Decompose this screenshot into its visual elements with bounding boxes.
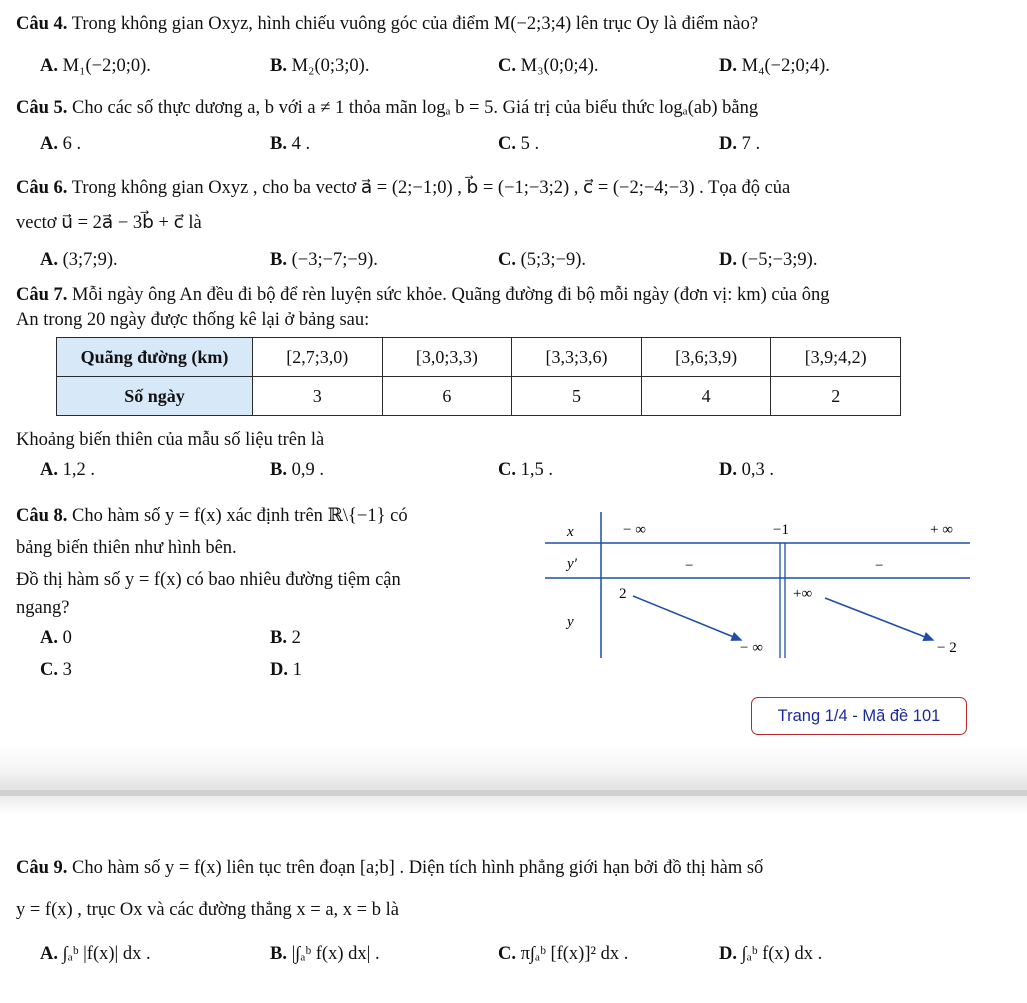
question-7-label: Câu 7. bbox=[16, 285, 68, 305]
q6-option-b[interactable]: B. (−3;−7;−9). bbox=[270, 250, 378, 270]
question-9-text-line2: y = f(x) , trục Ox và các đường thẳng x = a, x = b là bbox=[16, 900, 399, 920]
q9-option-a[interactable]: A. ∫ₐᵇ |f(x)| dx . bbox=[40, 944, 151, 964]
table-cell: 6 bbox=[382, 377, 512, 416]
question-9-label: Câu 9. bbox=[16, 858, 68, 878]
bbt-y-right-top: +∞ bbox=[793, 586, 813, 602]
bbt-arrow-decreasing bbox=[633, 596, 741, 640]
q9-option-b[interactable]: B. |∫ₐᵇ f(x) dx| . bbox=[270, 944, 380, 964]
q7-option-d[interactable]: D. 0,3 . bbox=[719, 460, 774, 480]
frequency-table bbox=[56, 337, 901, 416]
bbt-x-neg-inf: − ∞ bbox=[623, 522, 646, 538]
variation-table bbox=[545, 512, 975, 672]
q8-option-d[interactable]: D. 1 bbox=[270, 660, 302, 680]
table-cell: [3,9;4,2) bbox=[771, 338, 901, 377]
q9-option-c[interactable]: C. π∫ₐᵇ [f(x)]² dx . bbox=[498, 944, 629, 964]
question-6-text-line2: vectơ u⃗ = 2a⃗ − 3b⃗ + c⃗ là bbox=[16, 213, 202, 233]
table-cell: [3,3;3,6) bbox=[512, 338, 642, 377]
question-8-text-line3: Đồ thị hàm số y = f(x) có bao nhiêu đường tiệm cận bbox=[16, 570, 401, 590]
question-9 bbox=[16, 858, 763, 879]
table-cell: [3,6;3,9) bbox=[641, 338, 771, 377]
q6-option-d[interactable]: D. (−5;−3;9). bbox=[719, 250, 818, 270]
question-4-label: Câu 4. bbox=[16, 14, 68, 34]
question-8-text-line2: bảng biến thiên như hình bên. bbox=[16, 538, 237, 558]
q9-option-d[interactable]: D. ∫ₐᵇ f(x) dx . bbox=[719, 944, 823, 964]
table-header-distance: Quãng đường (km) bbox=[57, 338, 253, 377]
page-break-line bbox=[0, 790, 1027, 796]
table-cell: 2 bbox=[771, 377, 901, 416]
question-9-text: Cho hàm số y = f(x) liên tục trên đoạn [a;b] . Diện tích hình phẳng giới hạn bởi đồ thị hàm số bbox=[72, 858, 764, 878]
question-8-label: Câu 8. bbox=[16, 506, 68, 526]
page-break bbox=[0, 745, 1027, 815]
q4-option-b[interactable]: B. M₂(0;3;0). bbox=[270, 56, 370, 76]
q5-option-c[interactable]: C. 5 . bbox=[498, 134, 540, 154]
table-row bbox=[57, 338, 901, 377]
table-row bbox=[57, 377, 901, 416]
q4-option-d[interactable]: D. M₄(−2;0;4). bbox=[719, 56, 830, 76]
table-cell: 3 bbox=[253, 377, 383, 416]
question-6 bbox=[16, 177, 790, 199]
table-cell: 4 bbox=[641, 377, 771, 416]
question-5-text: Cho các số thực dương a, b với a ≠ 1 thỏa mãn logₐ b = 5. Giá trị của biểu thức logₐ(ab) bằng bbox=[72, 98, 759, 118]
page-footer-badge: Trang 1/4 - Mã đề 101 bbox=[751, 697, 967, 735]
table-header-days: Số ngày bbox=[57, 377, 253, 416]
question-8-text-line4: ngang? bbox=[16, 598, 70, 618]
q8-option-a[interactable]: A. 0 bbox=[40, 628, 72, 648]
bbt-sign-right: − bbox=[875, 558, 884, 574]
q4-option-c[interactable]: C. M₃(0;0;4). bbox=[498, 56, 599, 76]
bbt-x-label: x bbox=[567, 524, 574, 540]
bbt-y-right-bottom: − 2 bbox=[937, 640, 957, 656]
question-7-text: Mỗi ngày ông An đều đi bộ để rèn luyện sức khỏe. Quãng đường đi bộ mỗi ngày (đơn vị: km) của ông bbox=[72, 285, 830, 305]
q6-option-c[interactable]: C. (5;3;−9). bbox=[498, 250, 587, 270]
question-4-text: Trong không gian Oxyz, hình chiếu vuông góc của điểm M(−2;3;4) lên trục Oy là điểm nào? bbox=[71, 14, 759, 34]
question-8 bbox=[16, 505, 408, 527]
bbt-sign-left: − bbox=[685, 558, 694, 574]
bbt-x-pos-inf: + ∞ bbox=[930, 522, 953, 538]
bbt-arrow-decreasing bbox=[825, 598, 933, 640]
q6-option-a[interactable]: A. (3;7;9). bbox=[40, 250, 118, 270]
table-cell: [2,7;3,0) bbox=[253, 338, 383, 377]
bbt-x-mid: −1 bbox=[773, 522, 789, 538]
q5-option-b[interactable]: B. 4 . bbox=[270, 134, 311, 154]
q7-option-c[interactable]: C. 1,5 . bbox=[498, 460, 553, 480]
question-5-label: Câu 5. bbox=[16, 98, 68, 118]
q8-option-b[interactable]: B. 2 bbox=[270, 628, 301, 648]
table-cell: [3,0;3,3) bbox=[382, 338, 512, 377]
q7-option-a[interactable]: A. 1,2 . bbox=[40, 460, 95, 480]
question-6-text: Trong không gian Oxyz , cho ba vectơ a⃗ = (2;−1;0) , b⃗ = (−1;−3;2) , c⃗ = (−2;−4;−3) . Tọa độ của bbox=[71, 178, 791, 198]
table-cell: 5 bbox=[512, 377, 642, 416]
bbt-y-label: y bbox=[567, 614, 574, 630]
question-7-prompt: Khoảng biến thiên của mẫu số liệu trên là bbox=[16, 430, 325, 450]
bbt-y-left-bottom: − ∞ bbox=[740, 640, 763, 656]
question-6-label: Câu 6. bbox=[16, 178, 68, 198]
question-8-text-line1: Cho hàm số y = f(x) xác định trên ℝ\{−1} có bbox=[72, 506, 408, 526]
bbt-y-left-top: 2 bbox=[619, 586, 627, 602]
q5-option-d[interactable]: D. 7 . bbox=[719, 134, 761, 154]
question-7 bbox=[16, 285, 829, 306]
q8-option-c[interactable]: C. 3 bbox=[40, 660, 72, 680]
bbt-yprime-label: y′ bbox=[567, 556, 577, 572]
q7-option-b[interactable]: B. 0,9 . bbox=[270, 460, 324, 480]
question-4 bbox=[16, 14, 758, 35]
question-5 bbox=[16, 98, 758, 119]
q5-option-a[interactable]: A. 6 . bbox=[40, 134, 82, 154]
question-7-text-line2: An trong 20 ngày được thống kê lại ở bảng sau: bbox=[16, 310, 370, 330]
q4-option-a[interactable]: A. M₁(−2;0;0). bbox=[40, 56, 151, 76]
